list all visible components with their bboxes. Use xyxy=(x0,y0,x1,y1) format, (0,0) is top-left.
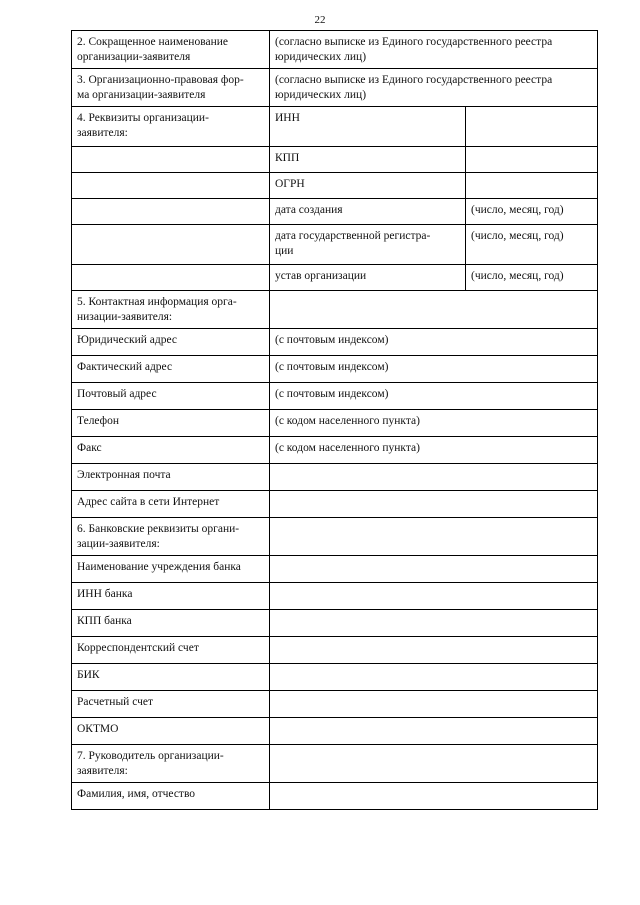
empty-cell xyxy=(72,173,270,199)
inn-label: ИНН xyxy=(270,107,466,147)
legal-form-label: 3. Организационно-правовая фор- ма организации-заявителя xyxy=(72,69,270,107)
full-name-field[interactable] xyxy=(270,783,598,810)
table-row xyxy=(72,147,598,173)
table-row xyxy=(72,556,598,583)
table-row xyxy=(72,583,598,610)
oktmo-field[interactable] xyxy=(270,718,598,745)
table-row xyxy=(72,31,598,69)
full-name-label: Фамилия, имя, отчество xyxy=(72,783,270,810)
settlement-account-label: Расчетный счет xyxy=(72,691,270,718)
table-row xyxy=(72,329,598,356)
kpp-label: КПП xyxy=(270,147,466,173)
fax-label: Факс xyxy=(72,437,270,464)
page-number: 22 xyxy=(314,14,326,26)
table-row xyxy=(72,356,598,383)
table-row xyxy=(72,783,598,810)
bik-label: БИК xyxy=(72,664,270,691)
charter-label: устав организации xyxy=(270,265,466,291)
inn-field[interactable] xyxy=(466,107,598,147)
table-row xyxy=(72,383,598,410)
table-row xyxy=(72,718,598,745)
legal-address-field[interactable]: (с почтовым индексом) xyxy=(270,329,598,356)
table-row xyxy=(72,291,598,329)
application-form-table xyxy=(71,30,598,810)
postal-address-label: Почтовый адрес xyxy=(72,383,270,410)
phone-label: Телефон xyxy=(72,410,270,437)
registration-date-field[interactable]: (число, месяц, год) xyxy=(466,225,598,265)
bank-kpp-field[interactable] xyxy=(270,610,598,637)
charter-date-field[interactable]: (число, месяц, год) xyxy=(466,265,598,291)
empty-cell xyxy=(72,265,270,291)
contact-info-field[interactable] xyxy=(270,291,598,329)
table-row xyxy=(72,173,598,199)
table-row xyxy=(72,225,598,265)
ogrn-field[interactable] xyxy=(466,173,598,199)
email-label: Электронная почта xyxy=(72,464,270,491)
bank-inn-field[interactable] xyxy=(270,583,598,610)
actual-address-label: Фактический адрес xyxy=(72,356,270,383)
short-name-label: 2. Сокращенное наименование организации-заявителя xyxy=(72,31,270,69)
contact-info-section-label: 5. Контактная информация орга- низации-заявителя: xyxy=(72,291,270,329)
registration-date-label: дата государственной регистра- ции xyxy=(270,225,466,265)
table-row xyxy=(72,437,598,464)
website-field[interactable] xyxy=(270,491,598,518)
table-row xyxy=(72,691,598,718)
bank-details-field[interactable] xyxy=(270,518,598,556)
postal-address-field[interactable]: (с почтовым индексом) xyxy=(270,383,598,410)
bank-name-label: Наименование учреждения банка xyxy=(72,556,270,583)
bank-kpp-label: КПП банка xyxy=(72,610,270,637)
table-row xyxy=(72,491,598,518)
empty-cell xyxy=(72,147,270,173)
phone-field[interactable]: (с кодом населенного пункта) xyxy=(270,410,598,437)
table-row xyxy=(72,610,598,637)
short-name-field[interactable]: (согласно выписке из Единого государственного реестра юридических лиц) xyxy=(270,31,598,69)
table-row xyxy=(72,107,598,147)
table-row xyxy=(72,464,598,491)
website-label: Адрес сайта в сети Интернет xyxy=(72,491,270,518)
empty-cell xyxy=(72,225,270,265)
corr-account-field[interactable] xyxy=(270,637,598,664)
head-section-label: 7. Руководитель организации- заявителя: xyxy=(72,745,270,783)
legal-form-field[interactable]: (согласно выписке из Единого государственного реестра юридических лиц) xyxy=(270,69,598,107)
actual-address-field[interactable]: (с почтовым индексом) xyxy=(270,356,598,383)
oktmo-label: ОКТМО xyxy=(72,718,270,745)
creation-date-field[interactable]: (число, месяц, год) xyxy=(466,199,598,225)
legal-address-label: Юридический адрес xyxy=(72,329,270,356)
empty-cell xyxy=(72,199,270,225)
table-row xyxy=(72,518,598,556)
table-row xyxy=(72,410,598,437)
table-row xyxy=(72,69,598,107)
table-row xyxy=(72,199,598,225)
settlement-account-field[interactable] xyxy=(270,691,598,718)
bank-details-section-label: 6. Банковские реквизиты органи- зации-заявителя: xyxy=(72,518,270,556)
corr-account-label: Корреспондентский счет xyxy=(72,637,270,664)
table-row xyxy=(72,664,598,691)
table-row xyxy=(72,745,598,783)
fax-field[interactable]: (с кодом населенного пункта) xyxy=(270,437,598,464)
ogrn-label: ОГРН xyxy=(270,173,466,199)
creation-date-label: дата создания xyxy=(270,199,466,225)
table-row xyxy=(72,637,598,664)
email-field[interactable] xyxy=(270,464,598,491)
bank-name-field[interactable] xyxy=(270,556,598,583)
requisites-section-label: 4. Реквизиты организации- заявителя: xyxy=(72,107,270,147)
bank-inn-label: ИНН банка xyxy=(72,583,270,610)
bik-field[interactable] xyxy=(270,664,598,691)
kpp-field[interactable] xyxy=(466,147,598,173)
table-row xyxy=(72,265,598,291)
head-section-field[interactable] xyxy=(270,745,598,783)
